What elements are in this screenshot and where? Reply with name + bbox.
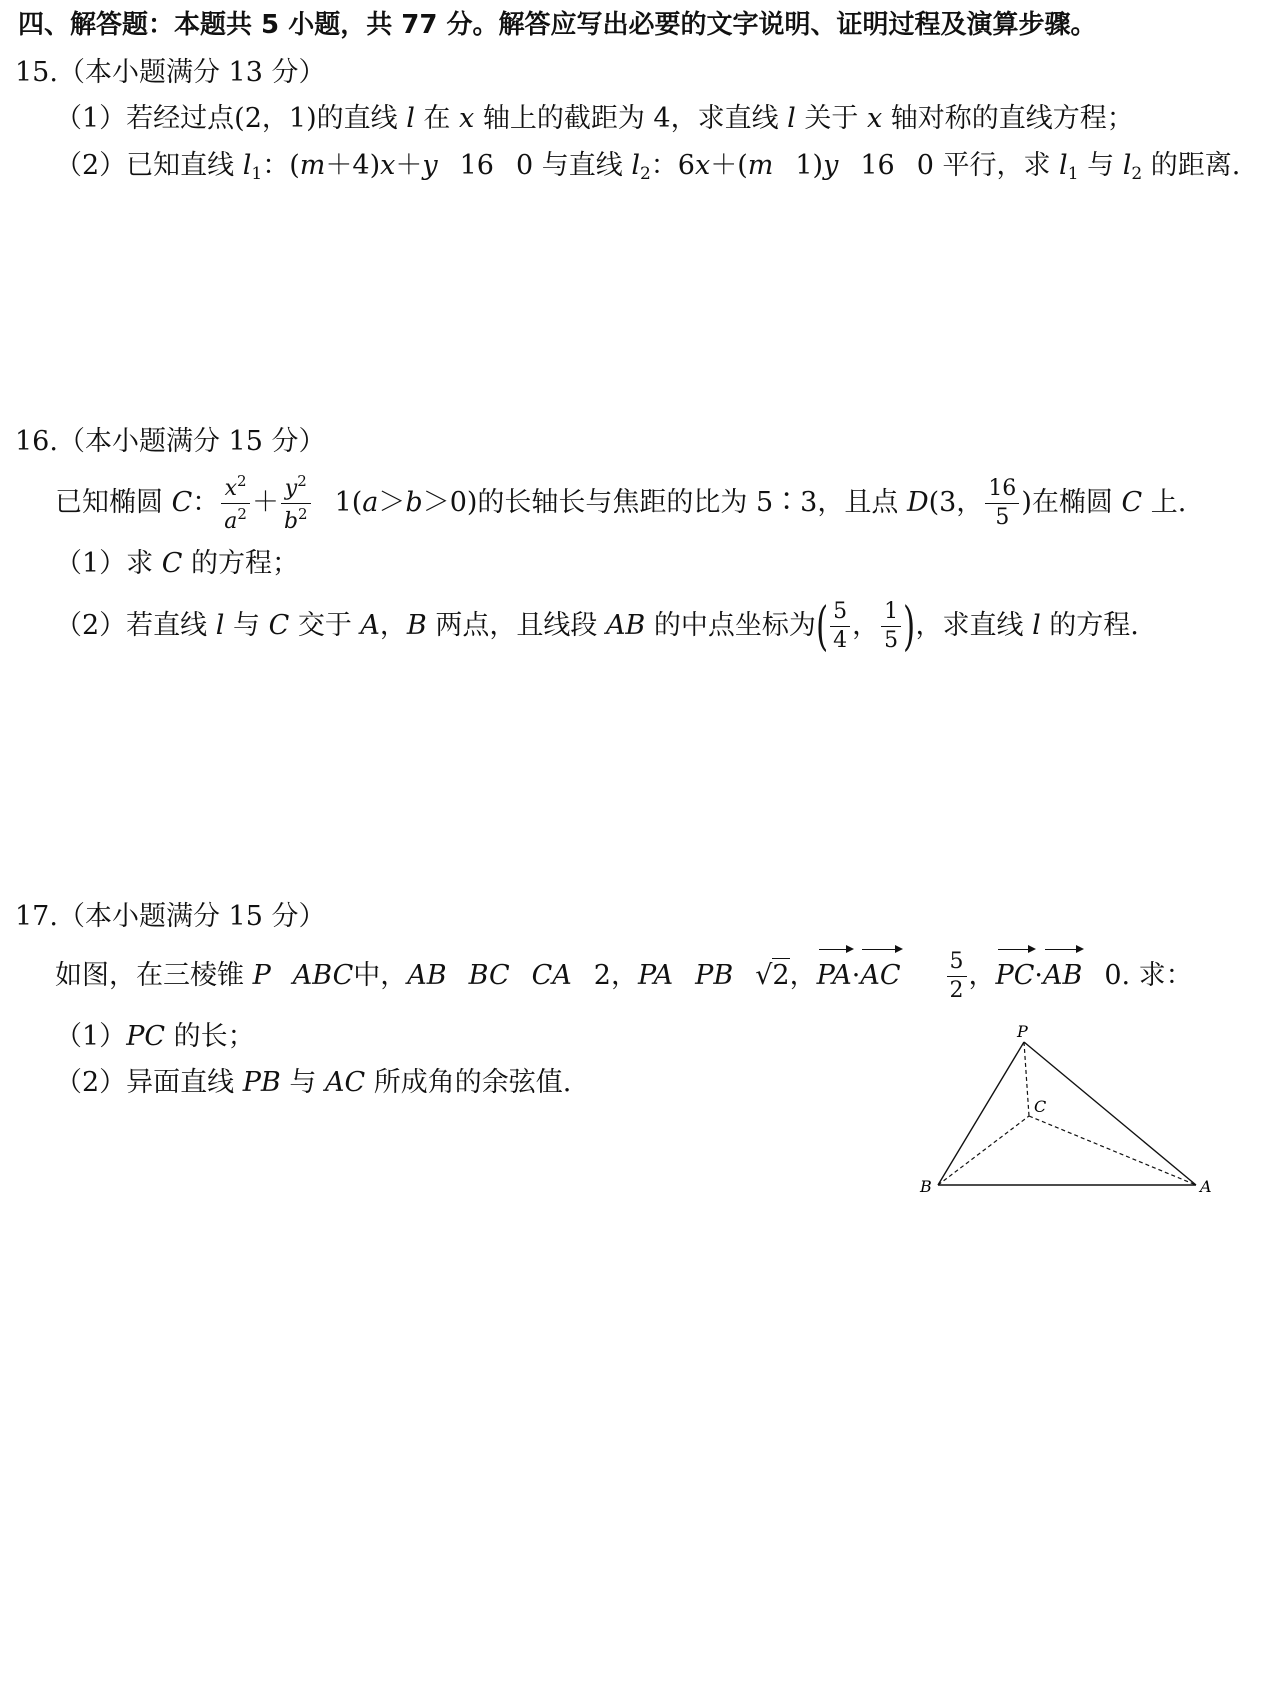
q15-part2: （2）已知直线 $l_1$：(m＋4)x＋y 16 0 与直线 $l_2$：6x＋(m 1)y 16 0 平行，求 $l_1$ 与 $l_2$ 的距离. [55,150,1241,184]
edge-PB [938,1042,1024,1185]
label-B: B [920,1177,932,1196]
section-header: 四、解答题：本题共 5 小题，共 77 分。解答应写出必要的文字说明、证明过程及演算步骤。 [18,10,1097,40]
fraction-x2-a2: $\frac{x^2}{a^2}$ [221,474,250,533]
q17-part2: （2）异面直线 PB 与 AC 所成角的余弦值. [55,1067,572,1098]
edge-BC-hidden [938,1116,1029,1185]
q15-header: 15.（本小题满分 13 分） [15,57,326,88]
label-C: C [1034,1097,1047,1116]
q16-part2: （2）若直线 l 与 C 交于 A，B 两点，且线段 AB 的中点坐标为( $\frac{5}{4}$ ， $\frac{1}{5}$ )，求直线 l 的方程. [55,596,1139,657]
tetrahedron-figure [900,1020,1240,1200]
q16-part1: （1）求 C 的方程； [55,548,300,579]
edge-CA-hidden [1029,1116,1196,1185]
q16-stem: 已知椭圆 C： $\frac{x^2}{a^2}$ ＋ $\frac{y^2}{b^2}$ 1(a＞b＞0)的长轴长与焦距的比为 5∶3，且点 D(3， $\frac{16}{5}$ )在椭圆 C 上. [55,472,1187,534]
fraction-5-2: $\frac{5}{2}$ [947,951,967,1002]
q17-header: 17.（本小题满分 15 分） [15,901,326,932]
fraction-1-5: $\frac{1}{5}$ [881,601,901,652]
edge-PC-hidden [1024,1042,1029,1116]
fraction-16-5: $\frac{16}{5}$ [985,478,1019,529]
fraction-5-4: $\frac{5}{4}$ [830,601,850,652]
edge-PA [1024,1042,1196,1185]
q17-stem: 如图，在三棱锥 P ABC中，AB BC CA 2，PA PB √2，PA·AC $\frac{5}{2}$ ，PC·AB 0. 求： [55,949,1193,1003]
q15-part1: （1）若经过点(2，1)的直线 l 在 x 轴上的截距为 4，求直线 l 关于 x 轴对称的直线方程； [55,103,1134,134]
q17-part1: （1）PC 的长； [55,1021,255,1052]
label-P: P [1017,1022,1028,1041]
q16-header: 16.（本小题满分 15 分） [15,426,326,457]
label-A: A [1200,1177,1212,1196]
fraction-y2-b2: $\frac{y^2}{b^2}$ [281,474,311,533]
